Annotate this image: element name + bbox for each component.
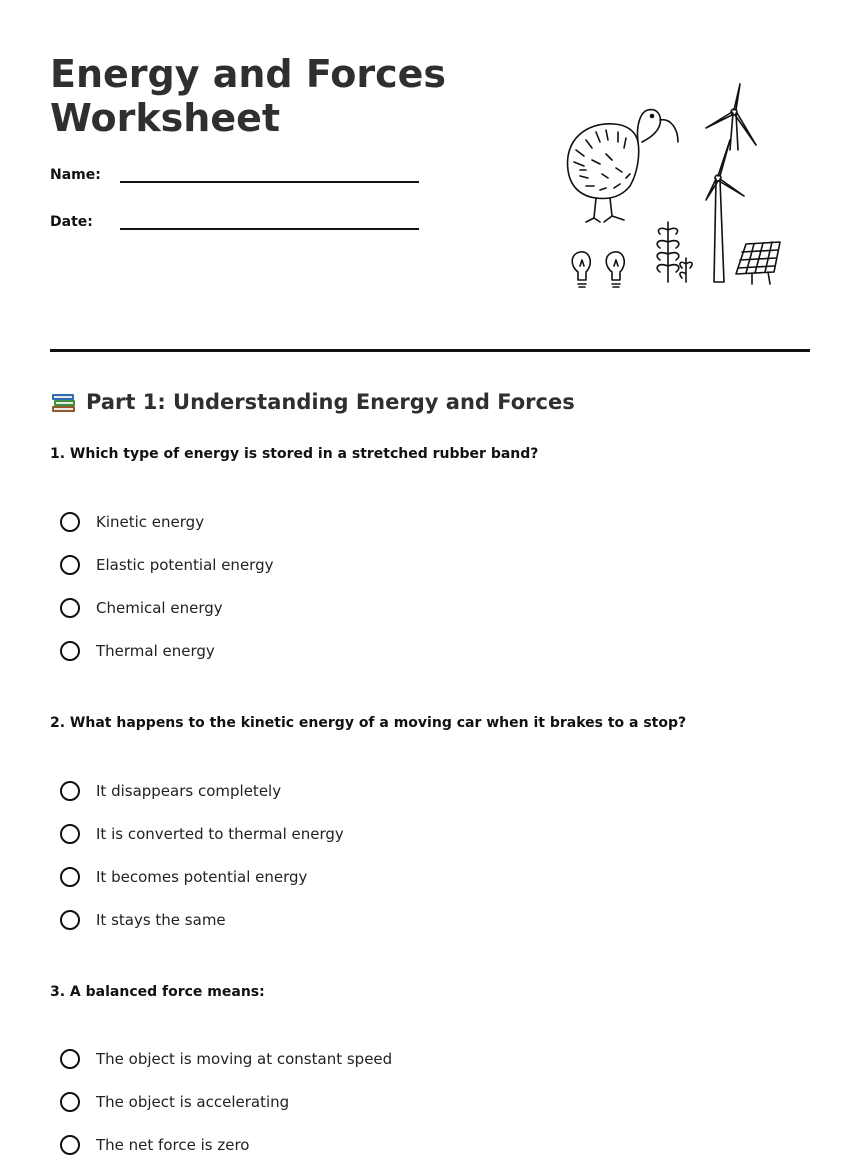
fern-icon [657,222,692,282]
option-label: It becomes potential energy [96,868,308,886]
q2-option-3[interactable] [60,864,307,890]
option-label: The object is accelerating [96,1093,290,1111]
light-bulb-icon [572,252,590,287]
radio-button[interactable] [60,641,80,661]
page-title: Energy and Forces Worksheet [50,52,447,140]
q2-option-4[interactable] [60,907,226,933]
energy-illustration [556,80,796,295]
solar-panel-icon [736,242,780,284]
radio-button[interactable] [60,555,80,575]
radio-button[interactable] [60,824,80,844]
radio-button[interactable] [60,512,80,532]
q1-option-2[interactable] [60,552,273,578]
name-field[interactable] [50,167,430,197]
date-field[interactable] [50,214,430,244]
radio-button[interactable] [60,1049,80,1069]
part1-heading [50,389,575,415]
radio-button[interactable] [60,1135,80,1155]
radio-button[interactable] [60,867,80,887]
radio-button[interactable] [60,1092,80,1112]
option-label: The net force is zero [96,1136,250,1154]
light-bulb-icon [606,252,624,287]
option-label: The object is moving at constant speed [96,1050,393,1068]
option-label: Thermal energy [96,642,215,660]
wind-turbine-icon [706,140,744,282]
kiwi-bird-icon [568,110,678,222]
radio-button[interactable] [60,781,80,801]
q1-option-4[interactable] [60,638,215,664]
question-1-text: 1. Which type of energy is stored in a stretched rubber band? [50,446,539,462]
radio-button[interactable] [60,910,80,930]
q2-option-2[interactable] [60,821,344,847]
option-label: It stays the same [96,911,226,929]
option-label: Elastic potential energy [96,556,274,574]
question-2-text: 2. What happens to the kinetic energy of a moving car when it brakes to a stop? [50,715,687,731]
q1-option-3[interactable] [60,595,223,621]
option-label: It disappears completely [96,782,282,800]
question-3-text: 3. A balanced force means: [50,984,265,1000]
option-label: Kinetic energy [96,513,205,531]
option-label: Chemical energy [96,599,223,617]
books-icon [50,389,78,415]
wind-turbine-icon [706,84,756,150]
q3-option-3[interactable] [60,1132,249,1158]
part1-title: Part 1: Understanding Energy and Forces [86,390,575,414]
name-label: Name: [50,167,101,183]
q3-option-2[interactable] [60,1089,289,1115]
option-label: It is converted to thermal energy [96,825,344,843]
section-divider [50,349,810,352]
q1-option-1[interactable] [60,509,204,535]
date-label: Date: [50,214,93,230]
q2-option-1[interactable] [60,778,281,804]
radio-button[interactable] [60,598,80,618]
q3-option-1[interactable] [60,1046,392,1072]
date-input-line[interactable] [120,228,419,230]
name-input-line[interactable] [120,181,419,183]
